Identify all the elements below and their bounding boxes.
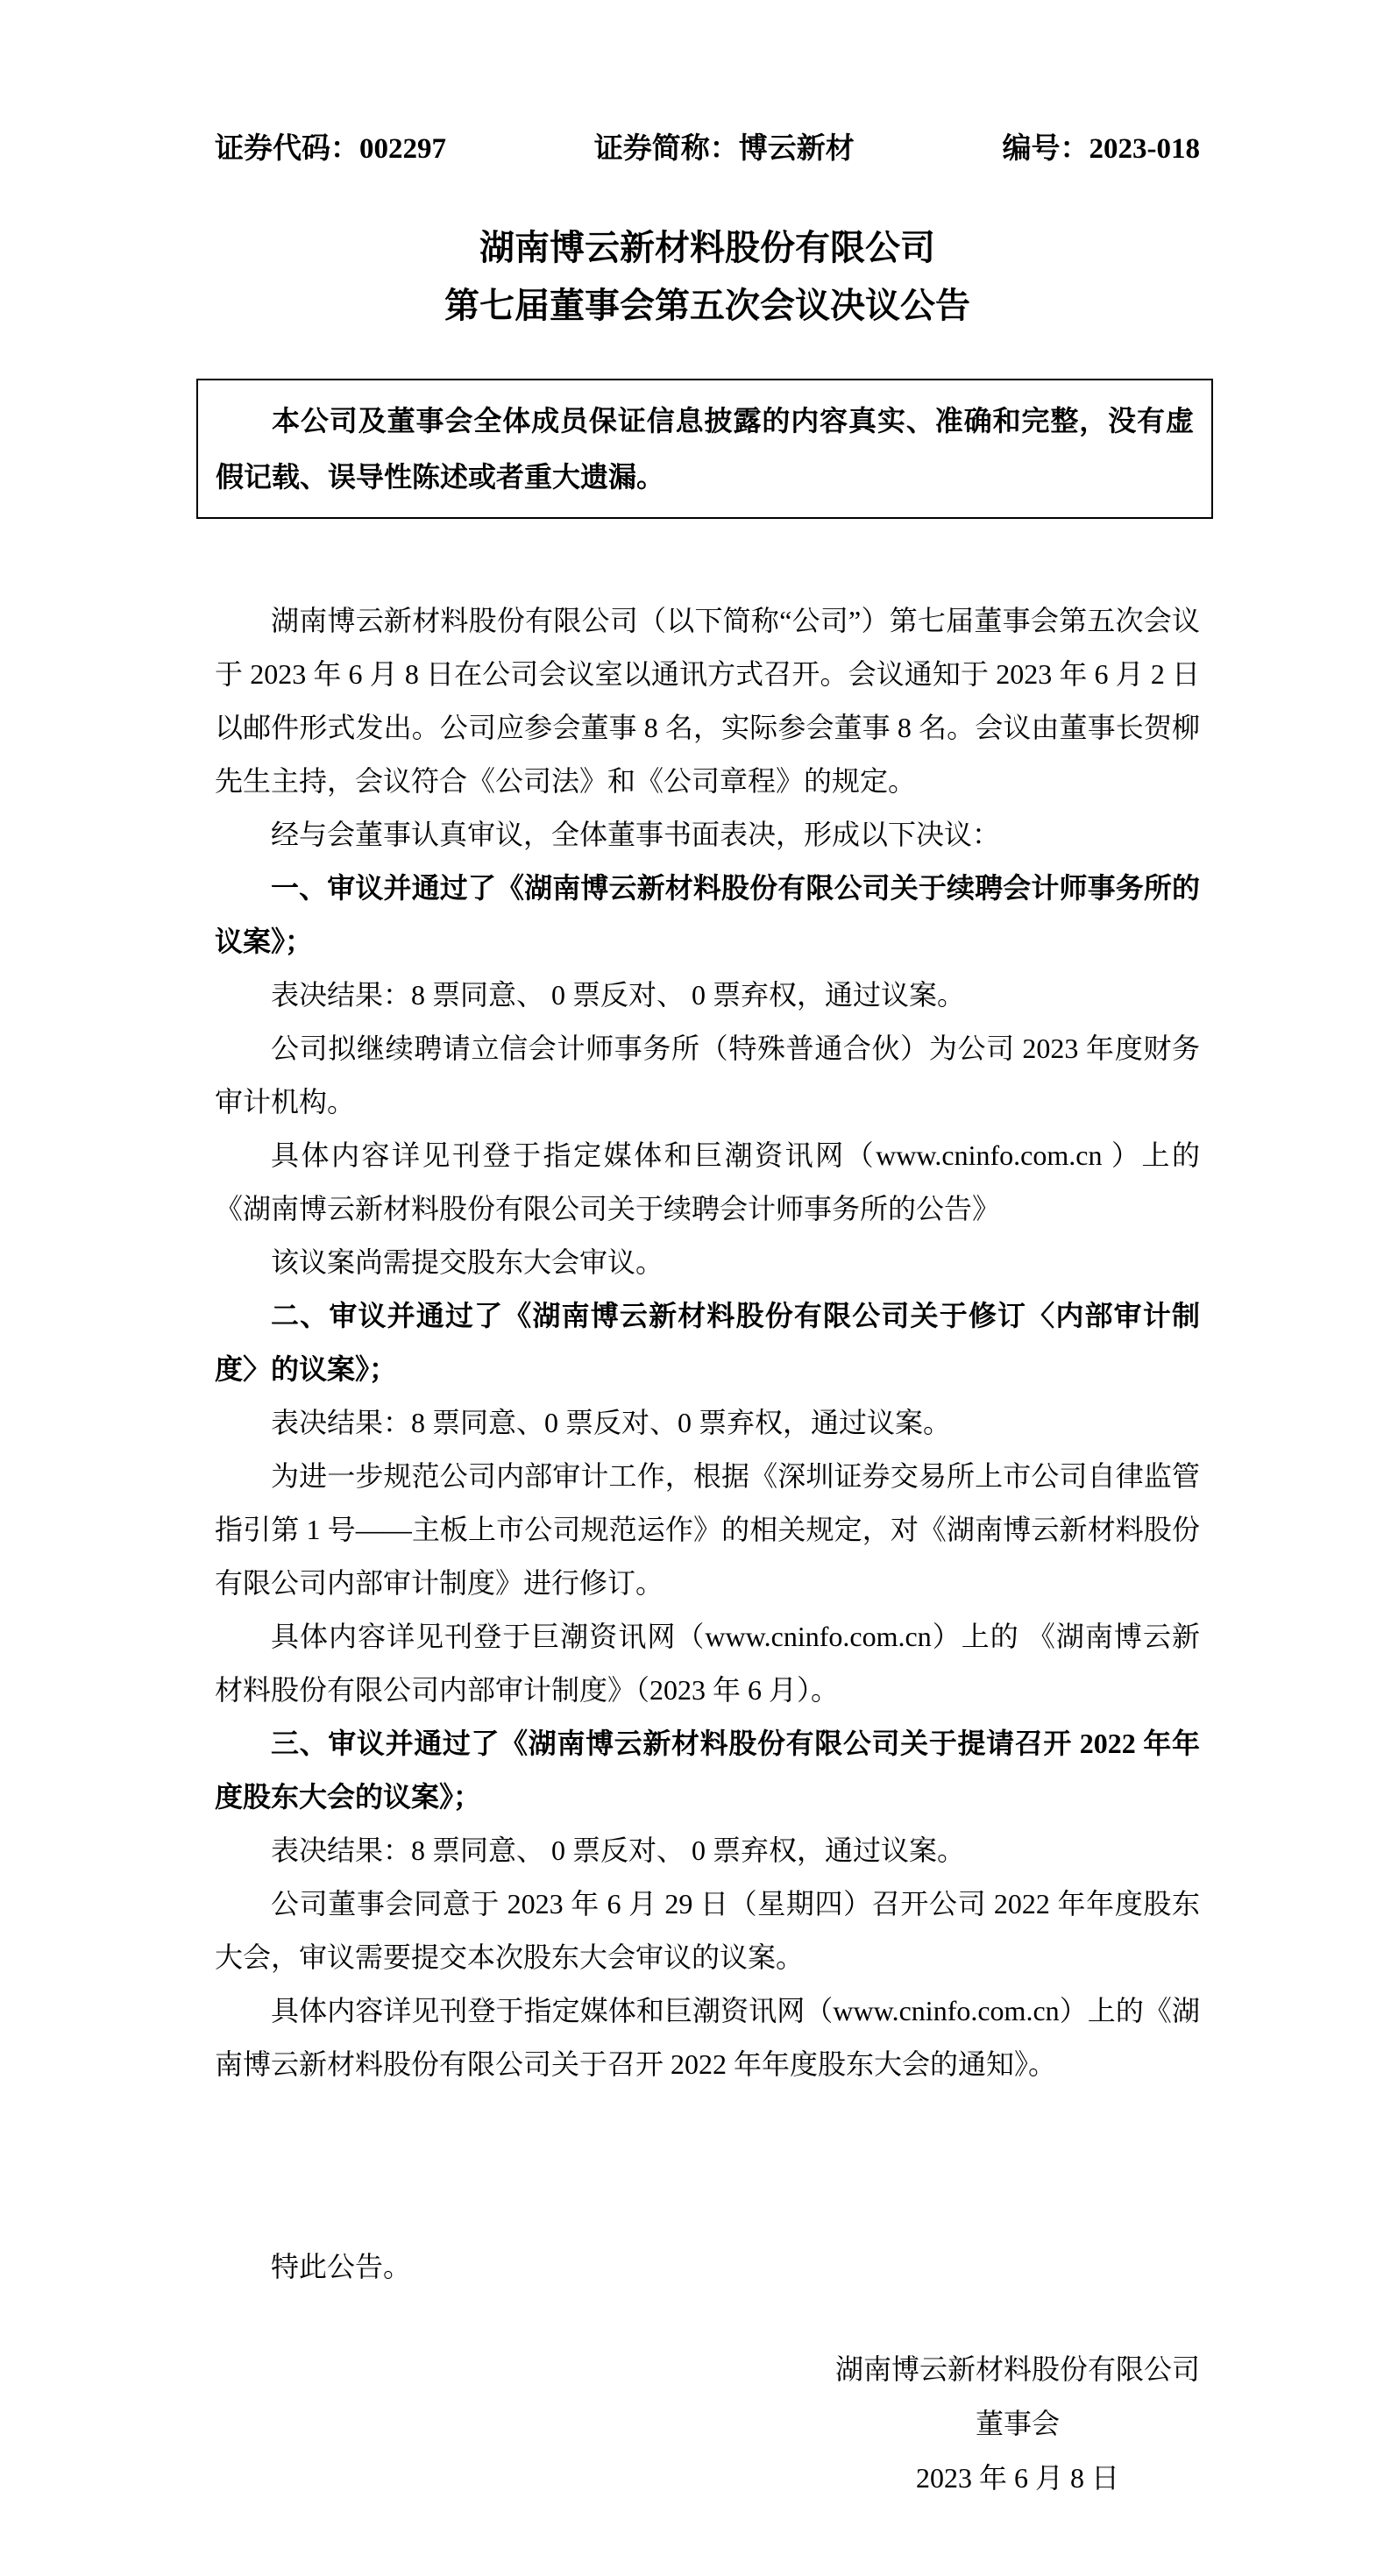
disclaimer-text: 本公司及董事会全体成员保证信息披露的内容真实、准确和完整，没有虚假记载、误导性陈述或者重大遗漏。 [216, 405, 1194, 493]
paragraph: 具体内容详见刊登于指定媒体和巨潮资讯网（www.cninfo.com.cn ）上的《湖南博云新材料股份有限公司关于续聘会计师事务所的公告》 [215, 1139, 1200, 1224]
paragraph: 为进一步规范公司内部审计工作，根据《深圳证券交易所上市公司自律监管指引第 1 号——主板上市公司规范运作》的相关规定，对《湖南博云新材料股份有限公司内部审计制度》进行修订。 [215, 1460, 1200, 1599]
announcement-number: 编号：2023-018 [1002, 133, 1200, 165]
paragraph: 公司董事会同意于 2023 年 6 月 29 日（星期四）召开公司 2022 年年度股东大会，审议需要提交本次股东大会审议的议案。 [215, 1888, 1200, 1973]
paragraph: 表决结果：8 票同意、0 票反对、0 票弃权，通过议案。 [271, 1407, 952, 1438]
paragraph: 具体内容详见刊登于巨潮资讯网（www.cninfo.com.cn）上的 《湖南博云新材料股份有限公司内部审计制度》（2023 年 6 月）。 [215, 1621, 1200, 1706]
closing-statement: 特此公告。 [271, 2251, 412, 2282]
body-paragraphs [215, 594, 1200, 2091]
paragraph: 表决结果：8 票同意、 0 票反对、 0 票弃权，通过议案。 [271, 1834, 966, 1866]
disclaimer-box [196, 379, 1213, 519]
signature-block [835, 2342, 1200, 2505]
paragraph: 公司拟继续聘请立信会计师事务所（特殊普通合伙）为公司 2023 年度财务审计机构。 [215, 1033, 1200, 1118]
stock-short-name: 证券简称：博云新材 [593, 133, 855, 165]
paragraph: 三、审议并通过了《湖南博云新材料股份有限公司关于提请召开 2022 年年度股东大会的议案》； [215, 1728, 1200, 1813]
document-header [215, 131, 1200, 167]
stock-code: 证券代码：002297 [215, 133, 446, 165]
paragraph: 表决结果：8 票同意、 0 票反对、 0 票弃权，通过议案。 [271, 979, 966, 1011]
title-announcement-line: 第七届董事会第五次会议决议公告 [444, 286, 970, 325]
title-company-line: 湖南博云新材料股份有限公司 [479, 228, 935, 267]
signature-date: 2023 年 6 月 8 日 [915, 2462, 1119, 2494]
signature-board: 董事会 [975, 2408, 1060, 2439]
paragraph: 湖南博云新材料股份有限公司（以下简称“公司”）第七届董事会第五次会议于 2023 年 6 月 8 日在公司会议室以通讯方式召开。会议通知于 2023 年 6 月 2 日以邮件形式发出。公司应参会董事 8 名，实际参会董事 8 名。会议由董事长贺柳先生主持，会议符合《公司法》和《公司章程》的规定。 [215, 605, 1200, 797]
paragraph: 该议案尚需提交股东大会审议。 [271, 1246, 664, 1278]
document-title [215, 219, 1200, 335]
paragraph: 具体内容详见刊登于指定媒体和巨潮资讯网（www.cninfo.com.cn）上的《湖南博云新材料股份有限公司关于召开 2022 年年度股东大会的通知》。 [215, 1995, 1200, 2080]
signature-area [215, 2342, 1200, 2505]
signature-company: 湖南博云新材料股份有限公司 [834, 2353, 1200, 2385]
paragraph: 二、审议并通过了《湖南博云新材料股份有限公司关于修订〈内部审计制度〉的议案》； [215, 1300, 1200, 1385]
paragraph: 一、审议并通过了《湖南博云新材料股份有限公司关于续聘会计师事务所的议案》； [215, 872, 1200, 957]
paragraph: 经与会董事认真审议，全体董事书面表决，形成以下决议： [271, 819, 1001, 850]
